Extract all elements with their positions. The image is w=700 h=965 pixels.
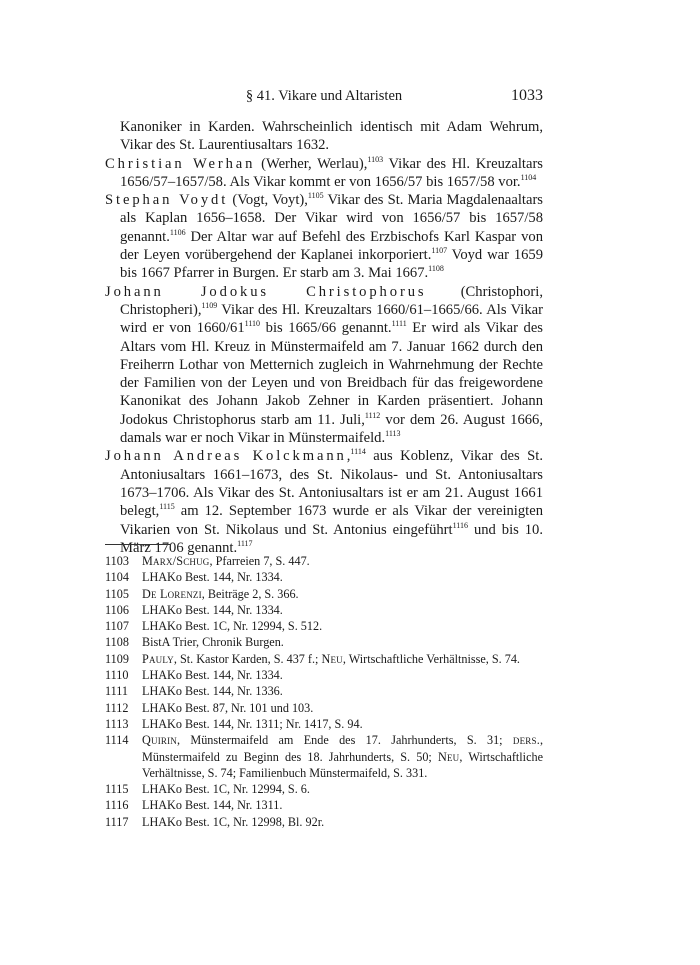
footnote-ref[interactable]: 1106 [169, 227, 186, 237]
footnote-number: 1109 [105, 651, 129, 666]
entry-johann-andreas-kolckmann [105, 447, 543, 557]
footnote-ref[interactable]: 1109 [201, 300, 218, 310]
footnote-text: De Lorenzi, Beiträge 2, S. 366. [142, 586, 299, 601]
running-header [105, 86, 543, 106]
footnote [105, 634, 543, 650]
footnote-text: LHAKo Best. 144, Nr. 1311; Nr. 1417, S. 94. [142, 716, 363, 731]
footnote [105, 569, 543, 585]
footnote-text: LHAKo Best. 144, Nr. 1336. [142, 684, 283, 699]
entry-johann-jodokus-christophorus [105, 283, 543, 448]
entry-text: aus Koblenz, Vikar des St. Antoniusaltars 1661–1673, des St. Nikolaus- und St. Antoniusaltars 1673–1706. Als Vikar des St. Antoniusaltars ist er am 21. August 1661 belegt, [120, 448, 543, 520]
main-text [105, 118, 543, 557]
footnote-ref[interactable]: 1105 [307, 191, 324, 201]
entry-name: Johann Jodokus Christophorus [105, 283, 427, 300]
footnote-number: 1106 [105, 602, 129, 617]
footnote-ref[interactable]: 1107 [431, 246, 448, 256]
footnote-number: 1110 [105, 668, 129, 683]
footnote-number: 1117 [105, 814, 129, 829]
footnote [105, 683, 543, 699]
entry-name: Christian Werhan [105, 155, 256, 172]
footnote-number: 1116 [105, 798, 129, 813]
footnote-number: 1112 [105, 700, 129, 715]
footnote-text: LHAKo Best. 144, Nr. 1334. [142, 602, 283, 617]
footnote-text: LHAKo Best. 144, Nr. 1334. [142, 570, 283, 585]
entry-text: (Vogt, Voyt), [228, 192, 308, 209]
entry-text: vor dem 26. August 1666, damals war er noch Vikar in Münstermaifeld. [120, 411, 543, 447]
footnote-text: LHAKo Best. 144, Nr. 1311. [142, 798, 283, 813]
footnote-text: BistA Trier, Chronik Burgen. [142, 635, 284, 650]
footnote-text: Pauly, St. Kastor Karden, S. 437 f.; Neu, Wirtschaftliche Verhältnisse, S. 74. [142, 651, 520, 666]
footnote [105, 586, 543, 602]
entry-text: Voyd war 1659 bis 1667 Pfarrer in Burgen. Er starb am 3. Mai 1667. [120, 247, 544, 282]
footnote [105, 553, 543, 569]
footnote-ref[interactable]: 1110 [244, 319, 261, 329]
footnote [105, 700, 543, 716]
entry-name: Stephan Voydt [105, 192, 229, 209]
footnote [105, 797, 543, 813]
footnote-ref[interactable]: 1114 [350, 447, 366, 457]
footnote-text: Quirin, Münstermaifeld am Ende des 17. Jahrhunderts, S. 31; ders., Münstermaifeld zu Beginn des 18. Jahrhunderts, S. 50; Neu, Wirtschaftliche Verhältnisse, S. 74; Familienbuch Münstermaifeld, S. 331. [142, 733, 543, 780]
entry-text: bis 1665/66 genannt. [260, 320, 392, 337]
footnote-text: LHAKo Best. 1C, Nr. 12998, Bl. 92r. [142, 814, 325, 829]
page-number: 1033 [511, 87, 543, 104]
footnote-number: 1111 [105, 684, 129, 699]
entry-name: Johann Andreas Kolckmann [105, 448, 347, 465]
footnote [105, 732, 543, 781]
footnote [105, 651, 543, 667]
footnote-text: LHAKo Best. 87, Nr. 101 und 103. [142, 700, 314, 715]
footnote-number: 1103 [105, 554, 129, 568]
running-title: § 41. Vikare und Altaristen [245, 88, 403, 104]
entry-text: , [346, 448, 351, 465]
entry-text: Vikar des Hl. Kreuzaltars 1656/57–1657/58. Als Vikar kommt er von 1656/57 bis 1657/58 vor. [120, 155, 543, 190]
footnote-number: 1104 [105, 570, 129, 585]
footnote-number: 1108 [105, 635, 129, 650]
footnote-ref[interactable]: 1117 [237, 538, 253, 548]
entry-text: (Werher, Werlau), [255, 155, 368, 172]
entry-text: Kanoniker in Karden. Wahrscheinlich identisch mit Adam Wehrum, Vikar des St. Laurentiusaltars 1632. [120, 119, 543, 154]
footnote-text: LHAKo Best. 1C, Nr. 12994, S. 6. [142, 782, 310, 797]
footnote-ref[interactable]: 1115 [159, 502, 175, 512]
entry-text: am 12. September 1673 wurde er als Vikar der vereinigten Vikarien von St. Nikolaus und St. Antonius eingeführt [120, 503, 543, 538]
footnote-number: 1114 [105, 733, 129, 748]
footnote [105, 716, 543, 732]
entry-text: Vikar des Hl. Kreuzaltars 1660/61–1665/66. Als Vikar wird er von 1660/61 [120, 301, 543, 337]
footnote-number: 1115 [105, 782, 129, 797]
footnote [105, 602, 543, 618]
footnote-text: LHAKo Best. 1C, Nr. 12994, S. 512. [142, 619, 323, 634]
footnote-ref[interactable]: 1113 [385, 429, 401, 439]
footnotes [105, 553, 543, 830]
footnote [105, 781, 543, 797]
footnote-text: Marx/Schug, Pfarreien 7, S. 447. [142, 554, 310, 568]
footnote-number: 1113 [105, 716, 129, 731]
footnote-ref[interactable]: 1116 [452, 520, 468, 530]
footnote-ref[interactable]: 1111 [391, 319, 407, 329]
footnote-ref[interactable]: 1104 [520, 172, 537, 182]
footnote-text: LHAKo Best. 144, Nr. 1334. [142, 668, 283, 683]
entry-christian-werhan [105, 155, 543, 192]
entry-stephan-voydt [105, 191, 543, 282]
footnote-separator [105, 544, 171, 545]
footnote-number: 1107 [105, 619, 129, 634]
entry-text: und bis 10. März 1706 genannt. [120, 521, 543, 556]
footnote-ref[interactable]: 1112 [364, 410, 381, 420]
entry-text: Vikar des St. Maria Magdalenaaltars als Kaplan 1656–1658. Der Vikar wird von 1656/57 bis 1657/58 genannt. [120, 192, 543, 245]
entry-text: Der Altar war auf Befehl des Erzbischofs Karl Kaspar von der Leyen vorübergehend der Kaplanei inkorporiert. [120, 228, 543, 264]
footnote-ref[interactable]: 1108 [428, 264, 444, 274]
footnote [105, 667, 543, 683]
footnote [105, 618, 543, 634]
entry-text: (Christophori, Christopheri), [120, 283, 543, 318]
entry-continuation [105, 118, 543, 155]
footnote [105, 814, 543, 830]
entry-text: Er wird als Vikar des Altars vom Hl. Kreuz in Münstermaifeld am 7. Januar 1662 durch den Freiherrn Lothar von Metternich zugleich in Wahrnehmung der Rechte der Familien von der Leyen und von Breidbach für das freigewordene Kanonikat des Johann Jakob Zehner in Karden präsentiert. Johann Jodokus Christophorus starb am 11. Juli, [120, 320, 543, 428]
footnote-number: 1105 [105, 586, 129, 601]
footnote-ref[interactable]: 1103 [367, 154, 384, 164]
